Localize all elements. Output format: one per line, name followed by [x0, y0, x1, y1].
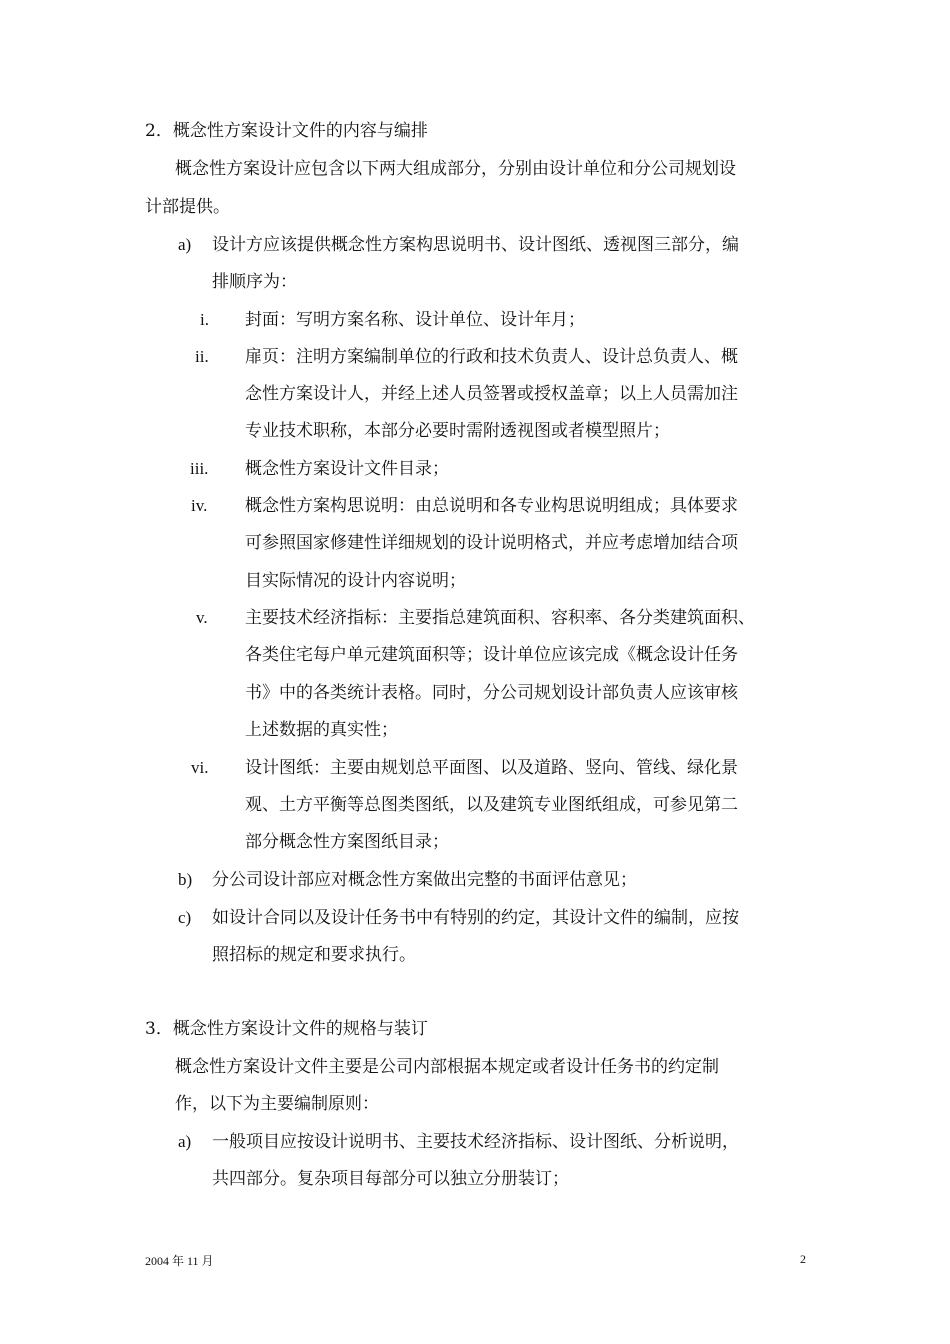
subitem-v-line-3: 书》中的各类统计表格。同时，分公司规划设计部负责人应该审核 — [245, 683, 738, 703]
subitem-iv-line-1: 概念性方案构思说明：由总说明和各专业构思说明组成；具体要求 — [245, 496, 738, 516]
section-3-heading: 3．概念性方案设计文件的规格与装订 — [145, 1019, 428, 1039]
section-3-item-a-line-1: 一般项目应按设计说明书、主要技术经济指标、设计图纸、分析说明， — [212, 1132, 739, 1152]
item-a-line-1: 设计方应该提供概念性方案构思说明书、设计图纸、透视图三部分，编 — [212, 235, 739, 255]
subitem-iv-line-2: 可参照国家修建性详细规划的设计说明格式，并应考虑增加结合项 — [245, 533, 738, 553]
list-marker-c: c) — [178, 908, 192, 927]
section-2-intro-line-2: 计部提供。 — [145, 197, 230, 217]
subitem-iii-line-1: 概念性方案设计文件目录； — [245, 459, 449, 479]
section-2-intro-line-1: 概念性方案设计应包含以下两大组成部分，分别由设计单位和分公司规划设 — [175, 159, 736, 179]
list-marker-a: a) — [178, 235, 192, 254]
item-c-line-1: 如设计合同以及设计任务书中有特别的约定，其设计文件的编制，应按 — [212, 908, 739, 928]
subitem-ii-line-2: 念性方案设计人，并经上述人员签署或授权盖章；以上人员需加注 — [245, 384, 738, 404]
subitem-v-line-4: 上述数据的真实性； — [245, 720, 398, 740]
subitem-vi-line-3: 部分概念性方案图纸目录； — [245, 832, 449, 852]
sublist-marker-vi: vi. — [191, 758, 209, 777]
subitem-vi-line-1: 设计图纸：主要由规划总平面图、以及道路、竖向、管线、绿化景 — [245, 758, 738, 778]
section-3-intro-line-2: 作，以下为主要编制原则： — [175, 1094, 379, 1114]
section-3-intro-line-1: 概念性方案设计文件主要是公司内部根据本规定或者设计任务书的约定制 — [175, 1057, 719, 1077]
sublist-marker-v: v. — [196, 608, 208, 627]
subitem-vi-line-2: 观、土方平衡等总图类图纸，以及建筑专业图纸组成，可参见第二 — [245, 795, 738, 815]
page-number: 2 — [800, 1252, 806, 1266]
sublist-marker-i: i. — [200, 310, 209, 329]
section-3-list-marker-a: a) — [178, 1132, 192, 1151]
item-b-line-1: 分公司设计部应对概念性方案做出完整的书面评估意见； — [212, 870, 637, 890]
sublist-marker-iv: iv. — [191, 496, 208, 515]
subitem-v-line-2: 各类住宅每户单元建筑面积等；设计单位应该完成《概念设计任务 — [245, 645, 738, 665]
item-c-line-2: 照招标的规定和要求执行。 — [212, 945, 416, 965]
footer-date: 2004 年 11 月 — [145, 1254, 214, 1268]
subitem-ii-line-1: 扉页：注明方案编制单位的行政和技术负责人、设计总负责人、概 — [245, 347, 738, 367]
section-3-item-a-line-2: 共四部分。复杂项目每部分可以独立分册装订； — [212, 1169, 569, 1189]
subitem-v-line-1: 主要技术经济指标：主要指总建筑面积、容积率、各分类建筑面积、 — [245, 608, 755, 628]
section-2-heading: 2．概念性方案设计文件的内容与编排 — [145, 121, 428, 141]
subitem-ii-line-3: 专业技术职称，本部分必要时需附透视图或者模型照片； — [245, 421, 670, 441]
item-a-line-2: 排顺序为： — [212, 272, 297, 292]
list-marker-b: b) — [178, 870, 193, 889]
sublist-marker-iii: iii. — [190, 459, 209, 478]
subitem-i-line-1: 封面：写明方案名称、设计单位、设计年月； — [245, 310, 585, 330]
subitem-iv-line-3: 目实际情况的设计内容说明； — [245, 571, 466, 591]
sublist-marker-ii: ii. — [195, 347, 209, 366]
